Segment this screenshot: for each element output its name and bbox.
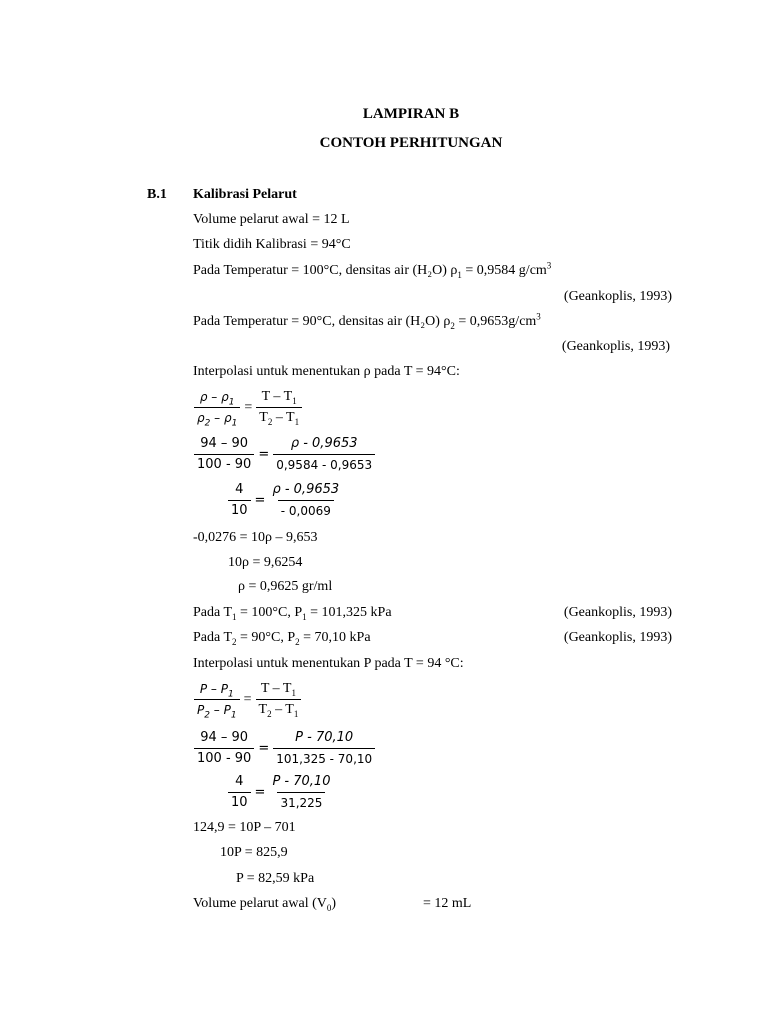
pressure-substitution-equation: $\frac{94 - 90}{100 - 90}$ = $\frac{P - 70,10}{101,325 - 70,10}$	[194, 730, 375, 767]
reference-citation: (Geankoplis, 1993)	[563, 630, 672, 645]
page-subtitle: CONTOH PERHITUNGAN	[319, 135, 503, 151]
initial-volume-line: Volume pelarut awal = 12 L	[193, 212, 350, 227]
rho-interpolation-equation: $\frac{\rho - \rho_1}{\rho_2 - \rho_1}$ = $\frac{T - T_1}{T_2 - T_1}$	[194, 389, 302, 426]
section-number: B.1	[147, 187, 167, 202]
density-100c-line: Pada Temperatur = 100°C, densitas air (H₂O) $\rho_1 = 0,9584$ $g/cm^3$	[193, 260, 552, 280]
rho-result-line: ρ = 0,9625 gr/ml	[238, 579, 333, 594]
initial-volume-v0-line: Volume pelarut awal $(V_0)$	[193, 896, 337, 913]
initial-volume-v0-value: = 12 mL	[423, 896, 472, 911]
section-title: Kalibrasi Pelarut	[193, 187, 297, 202]
pressure-90c-line: Pada $T_2 = 90^\circ C$, $P_2 = 70,10$ kPa	[193, 630, 371, 647]
interpolation-rho-line: Interpolasi untuk menentukan ρ pada T = 94°C:	[193, 364, 460, 379]
pressure-simplified-equation: $\frac{4}{10}$ = $\frac{P - 70,10}{31,225}$	[228, 774, 333, 811]
page-title: LAMPIRAN B	[362, 106, 460, 122]
boiling-point-line: Titik didih Kalibrasi = 94°C	[193, 237, 351, 252]
calculation-line: -0,0276 = 10ρ – 9,653	[193, 530, 318, 545]
rho-simplified-equation: $\frac{4}{10}$ = $\frac{\rho - 0,9653}{- 0,0069}$	[228, 482, 342, 519]
pressure-interpolation-equation: $\frac{P - P_1}{P_2 - P_1}$ = $\frac{T - T_1}{T_2 - T_1}$	[194, 681, 301, 718]
density-90c-line: Pada Temperatur = 90°C, densitas air (H₂O) $\rho_2 = 0,9653g/cm^3$	[193, 311, 541, 331]
pressure-100c-line: Pada $T_1 = 100^\circ C$, $P_1 = 101,325$ kPa	[193, 605, 392, 622]
reference-citation: (Geankoplis, 1993)	[561, 339, 670, 354]
calculation-line: 10ρ = 9,6254	[228, 555, 303, 570]
calculation-line: 10P = 825,9	[220, 845, 288, 860]
calculation-line: 124,9 = 10P – 701	[193, 820, 296, 835]
pressure-result-line: P = 82,59 kPa	[236, 871, 315, 886]
interpolation-pressure-line: Interpolasi untuk menentukan P pada T = 94 °C:	[193, 656, 464, 671]
reference-citation: (Geankoplis, 1993)	[563, 605, 672, 620]
reference-citation: (Geankoplis, 1993)	[563, 289, 672, 304]
rho-substitution-equation: $\frac{94 - 90}{100 - 90}$ = $\frac{\rho - 0,9653}{0,9584 - 0,9653}$	[194, 436, 375, 473]
